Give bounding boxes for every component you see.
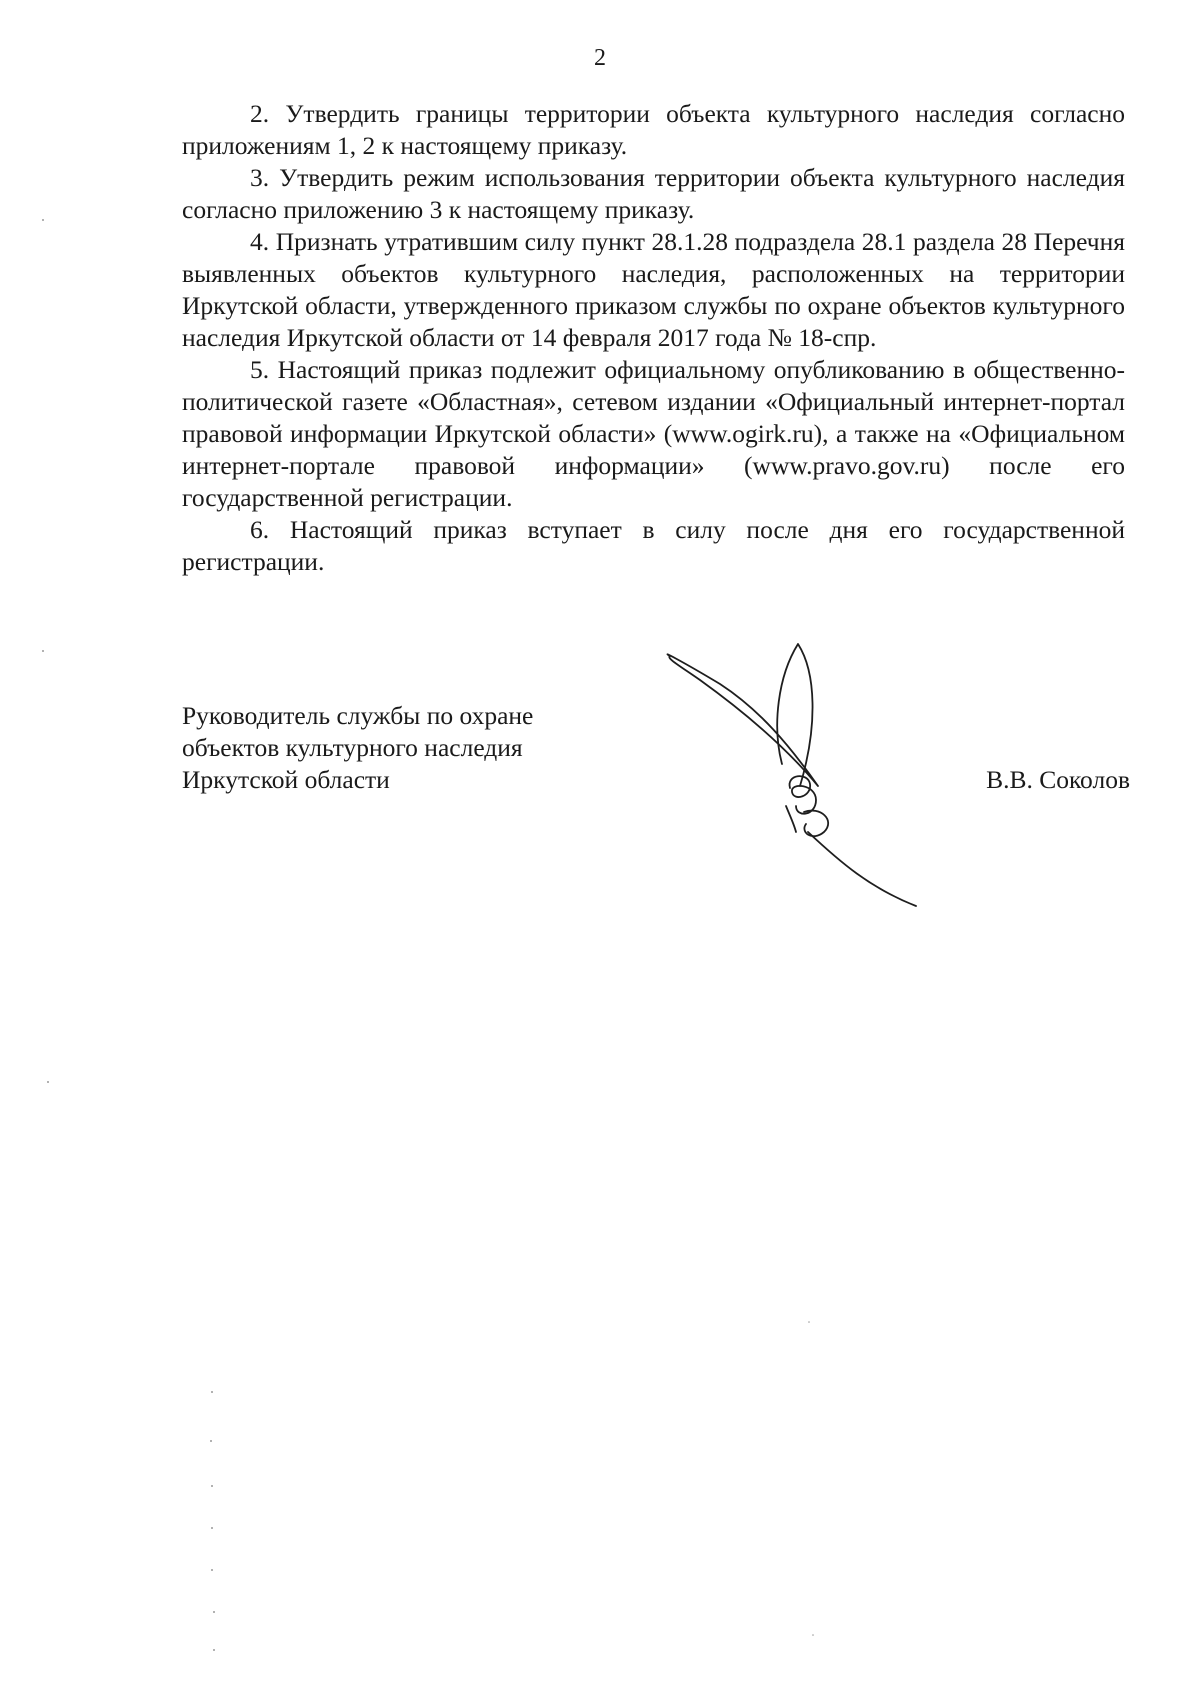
- page-number: 2: [594, 45, 606, 71]
- signatory-position: [182, 700, 533, 796]
- document-body: [182, 98, 1125, 578]
- paragraph-3: 3. Утвердить режим использования территории объекта культурного наследия согласно приложению 3 к настоящему приказу.: [182, 163, 1125, 224]
- position-line-3: Иркутской области: [182, 765, 390, 794]
- paragraph-5: 5. Настоящий приказ подлежит официальному опубликованию в общественно-политической газете «Областная», сетевом издании «Официальный интернет-портал правовой информации Иркутской области» (www.ogirk.ru), а также на «Официальном интернет-портале правовой информации» (www.pravo.gov.ru) после его государственной регистрации.: [182, 355, 1125, 512]
- signer-name: В.В. Соколов: [986, 765, 1130, 794]
- position-line-2: объектов культурного наследия: [182, 733, 523, 762]
- paragraph-6: 6. Настоящий приказ вступает в силу после дня его государственной регистрации.: [182, 515, 1125, 576]
- signature-icon: [640, 636, 940, 916]
- position-line-1: Руководитель службы по охране: [182, 701, 534, 730]
- paragraph-2: 2. Утвердить границы территории объекта культурного наследия согласно приложениям 1, 2 к настоящему приказу.: [182, 99, 1125, 160]
- paragraph-4: 4. Признать утратившим силу пункт 28.1.28 подраздела 28.1 раздела 28 Перечня выявленных объектов культурного наследия, расположенных на территории Иркутской области, утвержденного приказом службы по охране объектов культурного наследия Иркутской области от 14 февраля 2017 года № 18-спр.: [182, 227, 1125, 352]
